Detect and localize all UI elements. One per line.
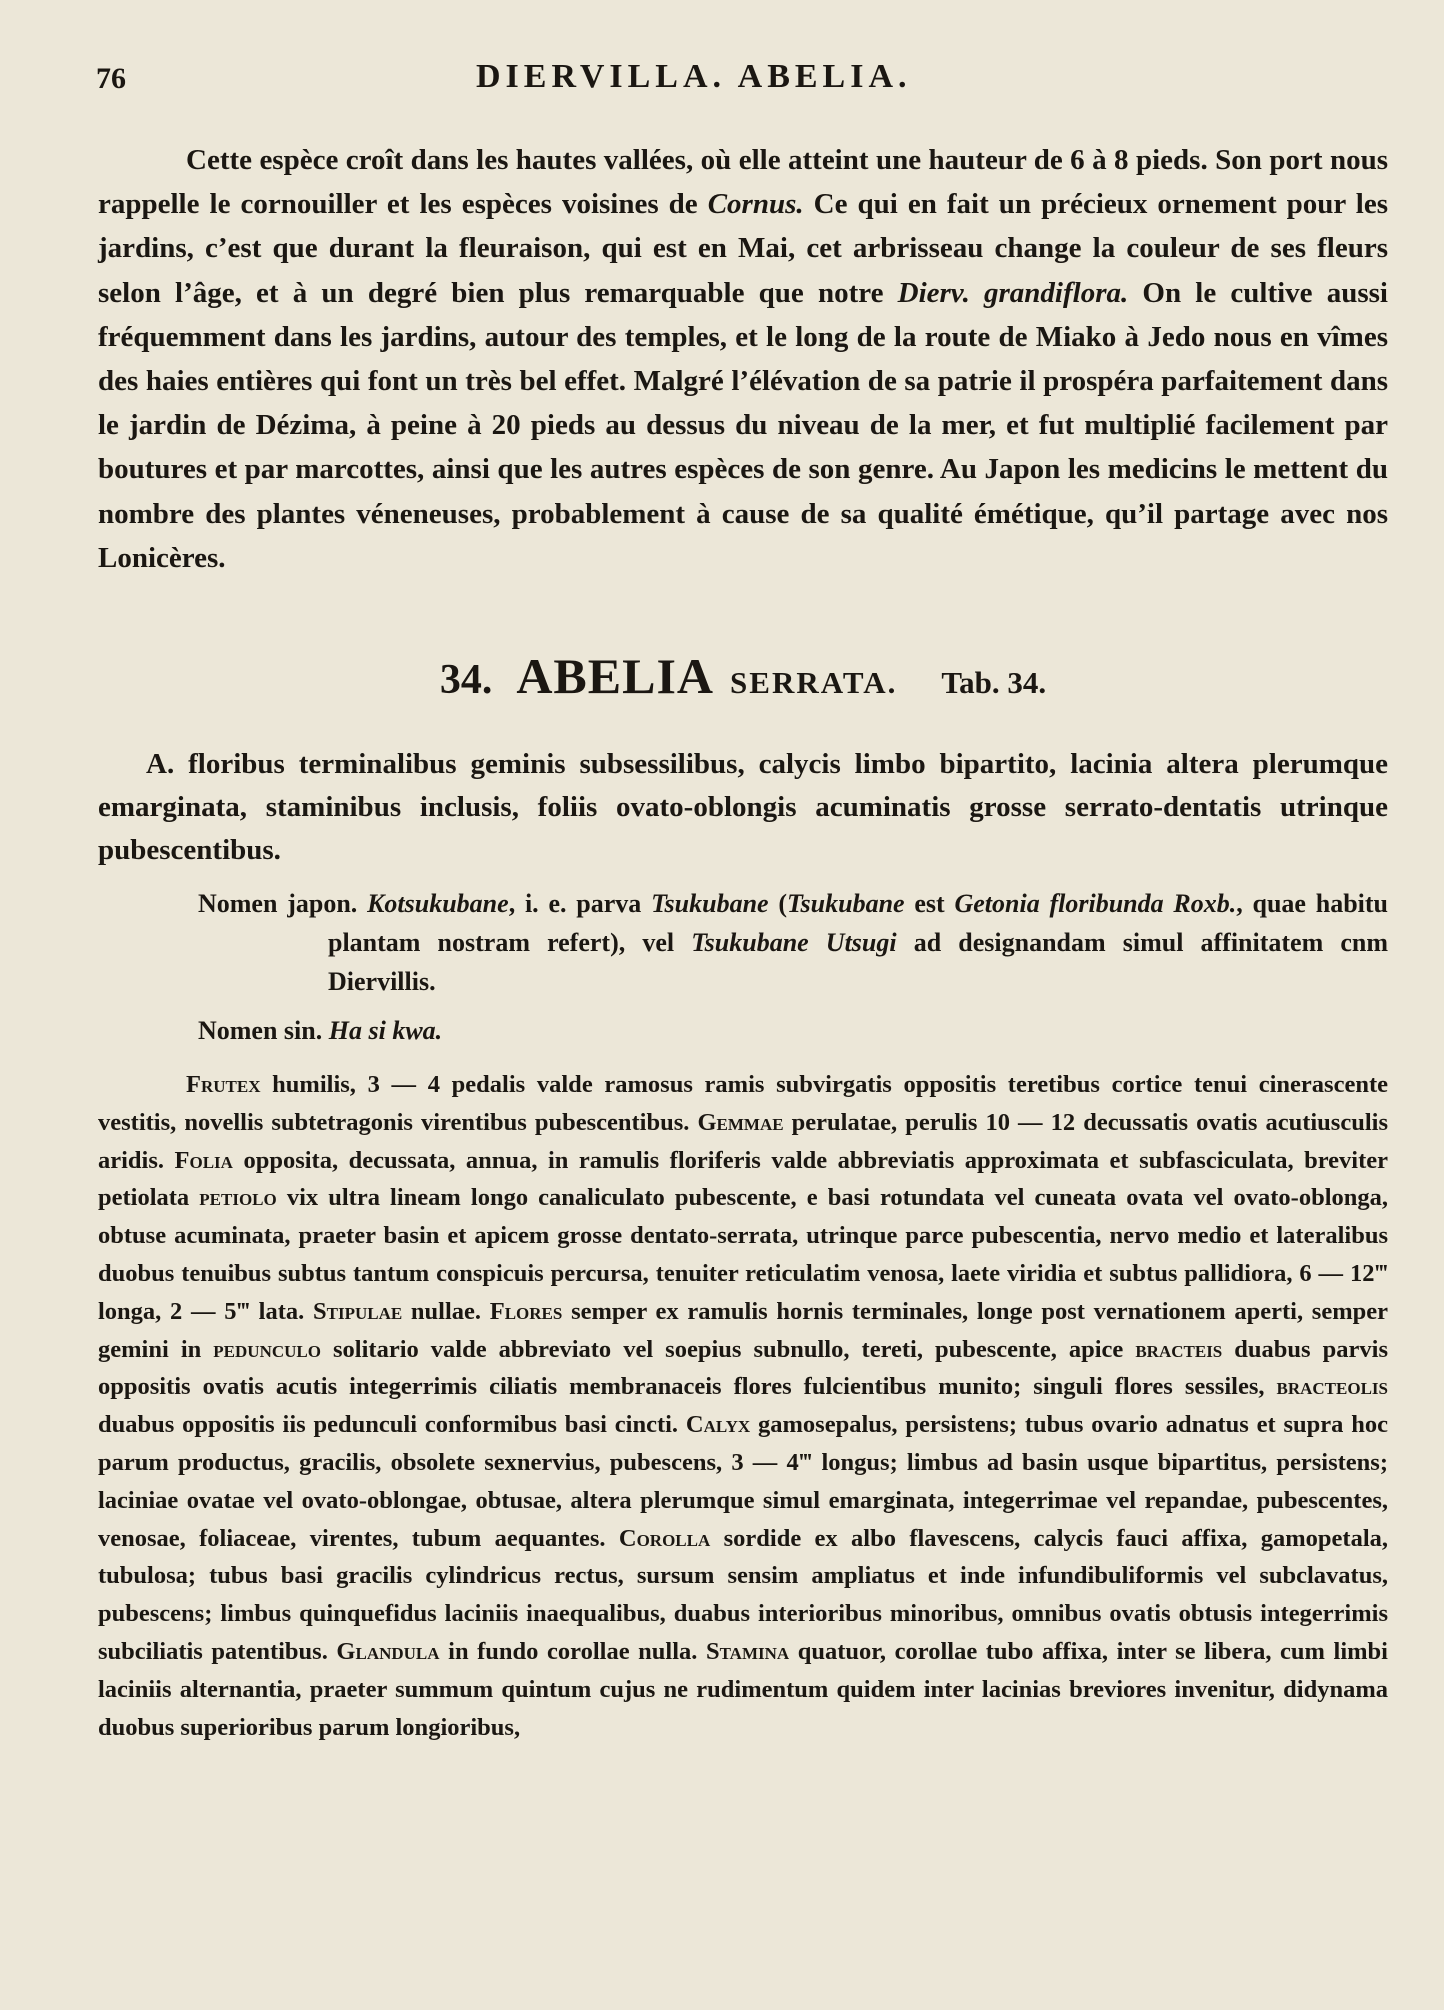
text-run: quatuor, corollae tubo affixa, inter se libera, cum limbi laciniis alternantia, praeter summum quintum cujus ne rudimentum quidem inter lacinias breviores invenitur, didynama duobus superioribus parum longioribus, [98, 1637, 1388, 1741]
text-run: solitario valde abbreviato vel soepius subnullo, tereti, pubescente, apice [320, 1335, 1136, 1363]
term-stipulae: Stipulae [313, 1297, 403, 1325]
text-run: On le cultive aussi fréquemment dans les jardins, autour des temples, et le long de la route de Miako à Jedo nous en vîmes des haies entières qui font un très bel effet. Malgré l’élévation de sa patrie il prospéra parfaitement dans le jardin de Dézima, à peine à 20 pieds au dessus du niveau de la mer, et fut multiplié facilement par boutures et par marcottes, ainsi que les autres espèces de son genre. Au Japon les medicins le mettent du nombre des plantes véneneuses, probablement à cause de sa qualité émétique, qu’il partage avec nos Lonicères. [98, 276, 1388, 574]
italic-run: Kotsukubane [367, 889, 509, 919]
term-frutex: Frutex [186, 1071, 261, 1099]
species-name: SERRATA. [730, 665, 898, 701]
text-run: duabus parvis oppositis ovatis acutis integerrimis ciliatis membranaceis flores fulcientibus munito; singuli flores sessiles, [98, 1335, 1388, 1401]
nomen-sin [98, 1011, 1388, 1050]
species-number: 34. [439, 657, 493, 704]
term-flores: Flores [489, 1297, 563, 1325]
text-run: gamosepalus, persistens; tubus ovario adnatus et supra hoc parum productus, gracilis, obsolete sexnervius, pubescens, 3 — 4‴ longus; limbus ad basin usque bipartitus, persistens; laciniae ovatae vel ovato-oblongae, obtusae, altera plerumque simul emarginata, integerrimae vel repandae, pubescentes, venosae, foliaceae, virentes, tubum aequantes. [98, 1411, 1388, 1552]
page-number: 76 [96, 62, 126, 95]
term-calyx: Calyx [685, 1411, 751, 1439]
species-heading [98, 648, 1388, 717]
text-run: , quae habitu plantam nostram refert), vel [328, 889, 1389, 958]
species-description [98, 1066, 1388, 1746]
italic-run: Cornus. [707, 188, 804, 221]
running-title: DIERVILLA. ABELIA. [476, 58, 912, 95]
text-run: nullae. [402, 1297, 490, 1325]
text-run: opposita, decussata, annua, in ramulis floriferis valde abbreviatis approximata et subfasciculata, breviter petiolata [98, 1146, 1388, 1212]
text-run: vix ultra lineam longo canaliculato pubescente, e basi rotundata vel cuneata ovata vel ovato-oblonga, obtuse acuminata, praeter basin et apicem grosse dentato-serrata, utrinque parce pubescentia, nervo medio et lateralibus duobus tenuibus subtus tantum conspicuis percursa, tenuiter reticulatim venosa, laete viridia et subtus pallidiora, 6 — 12‴ longa, 2 — 5‴ lata. [98, 1184, 1388, 1325]
text-run: ( [768, 889, 788, 919]
text-run: perulatae, perulis 10 — 12 decussatis ovatis acutiusculis aridis. [98, 1108, 1388, 1174]
text-run: Ce qui en fait un précieux ornement pour les jardins, c’est que durant la fleuraison, qui est en Mai, cet arbrisseau change la couleur de ses fleurs selon l’âge, et à un degré bien plus remarquable que notre [98, 188, 1389, 309]
text-run: Cette espèce croît dans les hautes vallées, où elle atteint une hauteur de 6 à 8 pieds. Son port nous rappelle le cornouiller et les espèces voisines de [98, 144, 1388, 221]
italic-run: Dierv. grandiflora. [897, 276, 1129, 309]
term-stamina: Stamina [705, 1637, 790, 1665]
text-run: , i. e. parva [508, 889, 652, 919]
genus-name: ABELIA [516, 648, 715, 705]
italic-run: Tsukubane [787, 889, 905, 919]
text-run: duabus oppositis iis pedunculi conformibus basi cincti. [98, 1411, 686, 1439]
italic-run: Tsukubane [651, 889, 769, 919]
text-run: semper ex ramulis hornis terminales, longe post vernationem aperti, semper gemini in [98, 1297, 1388, 1363]
text-run: est [904, 889, 955, 919]
italic-run: Getonia floribunda Roxb. [954, 889, 1237, 919]
italic-run: Ha si kwa. [328, 1016, 443, 1046]
nomen-label: Nomen sin. [198, 1016, 323, 1046]
french-paragraph [98, 138, 1388, 580]
page-header [96, 52, 1384, 112]
plate-reference: Tab. 34. [941, 665, 1047, 701]
page-content [98, 138, 1388, 1746]
term-folia: Folia [174, 1146, 233, 1174]
nomen-japon [98, 884, 1388, 1001]
nomen-label: Nomen japon. [198, 889, 358, 919]
term-petiolo: petiolo [199, 1184, 277, 1212]
text-run: humilis, 3 — 4 pedalis valde ramosus ramis subvirgatis oppositis teretibus cortice tenui cinerascente vestitis, novellis subtetragonis virentibus pubescentibus. [98, 1071, 1388, 1136]
term-glandula: Glandula [336, 1637, 440, 1665]
text-run: ad designandam simul affinitatem cnm Diervillis. [328, 928, 1388, 997]
text-run: sordide ex albo flavescens, calycis fauci affixa, gamopetala, tubulosa; tubus basi gracilis cylindricus rectus, sursum sensim ampliatus et inde infundibuliformis vel subclavatus, pubescens; limbus quinquefidus laciniis inaequalibus, duabus interioribus minoribus, omnibus ovatis obtusis integerrimis subciliatis patentibus. [98, 1524, 1388, 1665]
latin-diagnosis: A. floribus terminalibus geminis subsessilibus, calycis limbo bipartito, lacinia altera plerumque emarginata, staminibus inclusis, foliis ovato-oblongis acuminatis grosse serrato-dentatis utrinque pubescentibus. [98, 748, 1388, 867]
term-pedunculo: pedunculo [213, 1335, 321, 1363]
term-gemmae: Gemmae [697, 1108, 784, 1136]
text-run: in fundo corollae nulla. [439, 1637, 706, 1665]
italic-run: Tsukubane Utsugi [691, 928, 897, 958]
term-bracteolis: bracteolis [1276, 1373, 1388, 1401]
term-bracteis: bracteis [1135, 1335, 1223, 1363]
term-corolla: Corolla [618, 1524, 711, 1552]
